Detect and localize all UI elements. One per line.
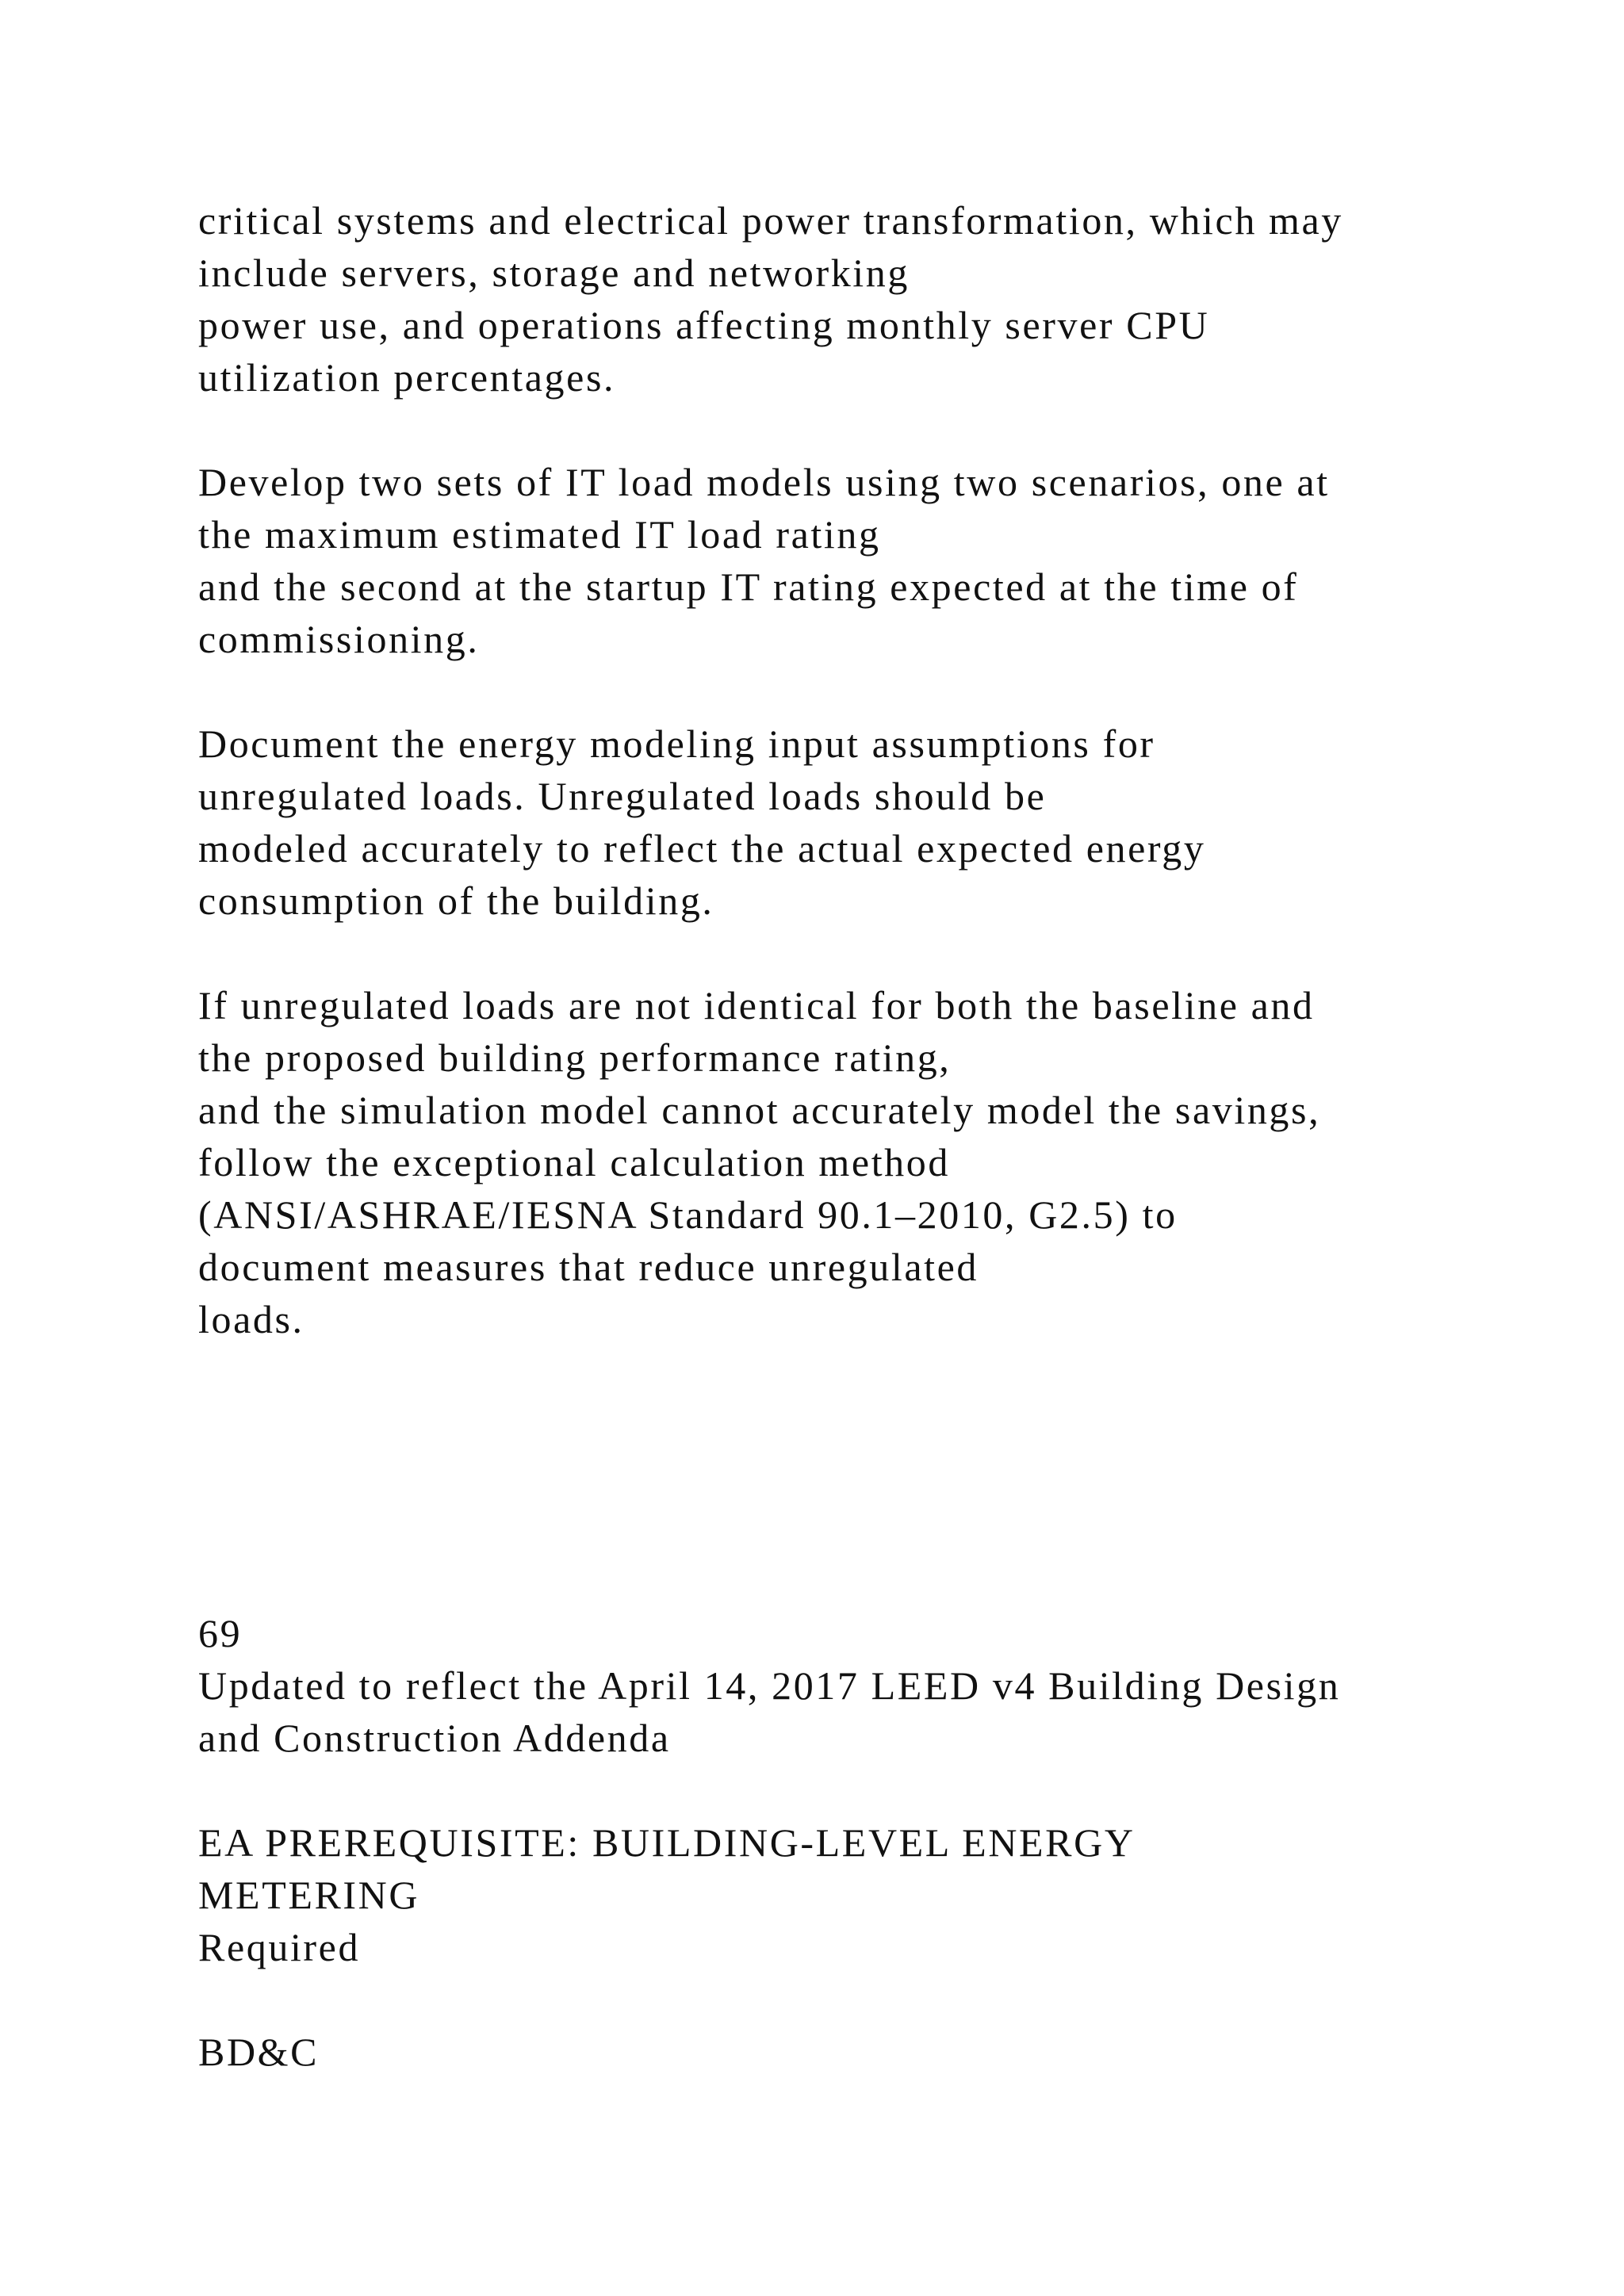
update-note: Updated to reflect the April 14, 2017 LEED v4 Building Design <box>198 1663 1341 1708</box>
paragraph-it-load-models <box>198 456 1562 665</box>
document-page <box>198 194 1562 2078</box>
section-spacer <box>198 1345 1562 1607</box>
prerequisite-heading <box>198 1816 1562 1973</box>
paragraph-spacer <box>198 927 1562 979</box>
text-line: include servers, storage and networking <box>198 251 910 295</box>
text-line: loads. <box>198 1297 304 1341</box>
paragraph-spacer <box>198 1764 1562 1816</box>
text-line: critical systems and electrical power transformation, which may <box>198 198 1343 243</box>
heading-line: METERING <box>198 1873 420 1917</box>
text-line: consumption of the building. <box>198 878 714 923</box>
paragraph-it-systems <box>198 194 1562 404</box>
paragraph-unregulated-assumptions <box>198 718 1562 927</box>
text-line: Develop two sets of IT load models using two scenarios, one at <box>198 460 1330 504</box>
text-line: power use, and operations affecting monthly server CPU <box>198 303 1210 347</box>
text-line: If unregulated loads are not identical for both the baseline and <box>198 983 1315 1027</box>
rating-system-label: BD&C <box>198 2030 320 2074</box>
paragraph-spacer <box>198 404 1562 456</box>
text-line: Document the energy modeling input assumptions for <box>198 721 1155 766</box>
text-line: commissioning. <box>198 617 480 661</box>
status-text: Required <box>198 1925 361 1969</box>
text-line: the proposed building performance rating, <box>198 1035 952 1080</box>
page-number: 69 <box>198 1611 243 1655</box>
text-line: document measures that reduce unregulated <box>198 1245 979 1289</box>
page-footer <box>198 1607 1562 1764</box>
paragraph-spacer <box>198 1973 1562 2026</box>
paragraph-exceptional-calculation <box>198 979 1562 1345</box>
text-line: unregulated loads. Unregulated loads should be <box>198 774 1047 818</box>
text-line: and the second at the startup IT rating expected at the time of <box>198 564 1299 609</box>
text-line: the maximum estimated IT load rating <box>198 512 881 557</box>
heading-line: EA PREREQUISITE: BUILDING-LEVEL ENERGY <box>198 1820 1136 1865</box>
text-line: (ANSI/ASHRAE/IESNA Standard 90.1–2010, G2.5) to <box>198 1192 1178 1237</box>
text-line: follow the exceptional calculation method <box>198 1140 950 1184</box>
rating-system-block <box>198 2026 1562 2078</box>
update-note: and Construction Addenda <box>198 1716 671 1760</box>
text-line: and the simulation model cannot accurately model the savings, <box>198 1088 1321 1132</box>
paragraph-spacer <box>198 665 1562 718</box>
text-line: utilization percentages. <box>198 355 616 400</box>
text-line: modeled accurately to reflect the actual expected energy <box>198 826 1206 871</box>
